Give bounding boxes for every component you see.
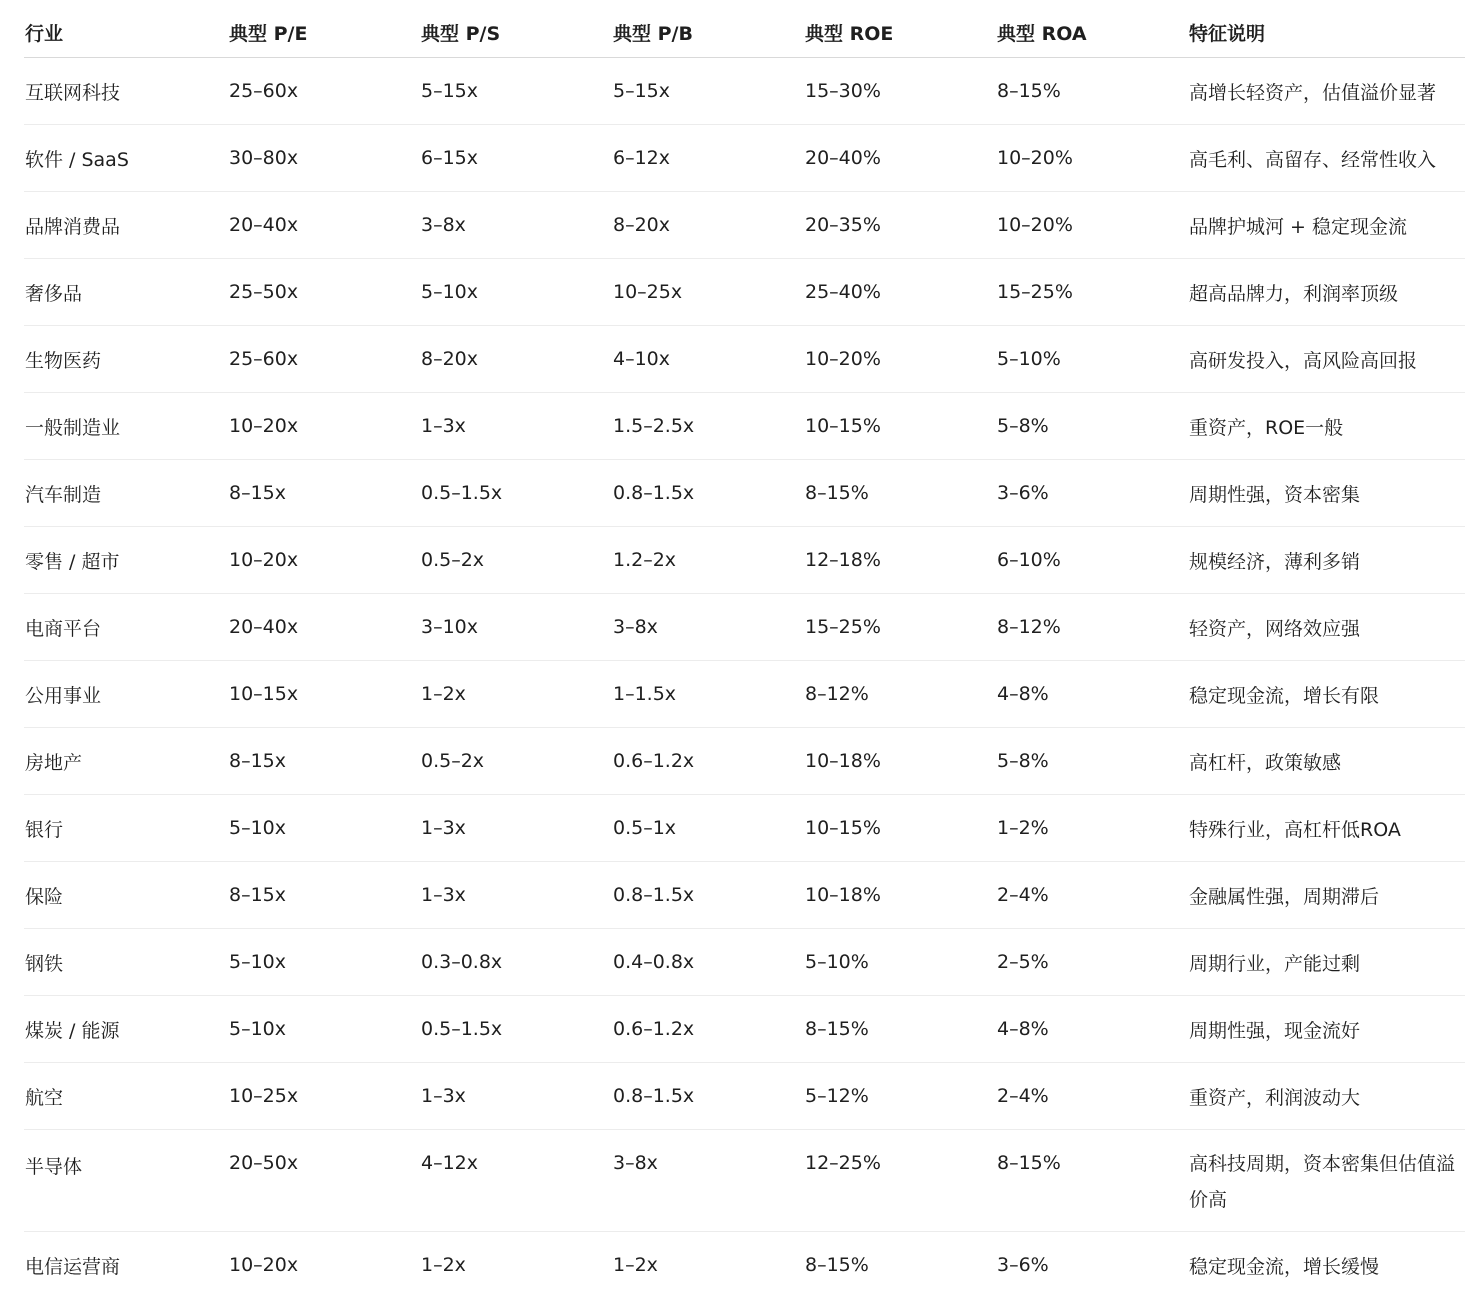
cell-roe: 8–15% — [805, 1254, 869, 1276]
cell-description: 超高品牌力，利润率顶级 — [1188, 259, 1465, 326]
table-row — [24, 1130, 1465, 1232]
cell-pe: 30–80x — [228, 125, 420, 192]
cell-pe: 10–20x — [228, 393, 420, 460]
cell-industry: 航空 — [24, 1063, 228, 1130]
cell-industry: 电信运营商 — [25, 1255, 121, 1278]
cell-industry: 银行 — [24, 795, 228, 862]
table-row — [24, 1232, 1465, 1299]
cell-roa: 5–10% — [996, 326, 1188, 393]
cell-industry: 互联网科技 — [24, 58, 228, 125]
cell-pe: 5–10x — [228, 795, 420, 862]
cell-ps: 0.3–0.8x — [420, 929, 612, 996]
cell-pb: 3–8x — [612, 594, 804, 661]
table-row — [24, 594, 1465, 661]
header-ps: 典型 P/S — [420, 8, 612, 58]
table-row — [24, 192, 1465, 259]
cell-description: 金融属性强，周期滞后 — [1188, 862, 1465, 929]
table-row — [24, 929, 1465, 996]
cell-ps: 5–10x — [420, 259, 612, 326]
table-row — [24, 326, 1465, 393]
cell-industry: 一般制造业 — [24, 393, 228, 460]
cell-roe: 15–25% — [804, 594, 996, 661]
cell-pb: 0.8–1.5x — [612, 1063, 804, 1130]
cell-roe: 10–18% — [804, 862, 996, 929]
cell-roa: 2–4% — [996, 862, 1188, 929]
cell-pe: 10–25x — [228, 1063, 420, 1130]
cell-roa: 2–5% — [996, 929, 1188, 996]
cell-roa: 5–8% — [996, 728, 1188, 795]
cell-industry: 公用事业 — [24, 661, 228, 728]
cell-pb: 0.6–1.2x — [612, 996, 804, 1063]
cell-roe: 12–18% — [804, 527, 996, 594]
cell-industry: 煤炭 / 能源 — [24, 996, 228, 1063]
cell-ps: 0.5–1.5x — [420, 460, 612, 527]
cell-ps: 0.5–2x — [420, 728, 612, 795]
cell-pb: 1.5–2.5x — [612, 393, 804, 460]
table-row — [24, 996, 1465, 1063]
cell-pb: 6–12x — [612, 125, 804, 192]
cell-roe: 10–20% — [804, 326, 996, 393]
cell-industry: 品牌消费品 — [24, 192, 228, 259]
cell-pe: 5–10x — [228, 929, 420, 996]
cell-pb: 0.5–1x — [612, 795, 804, 862]
table-row — [24, 862, 1465, 929]
cell-ps: 3–10x — [420, 594, 612, 661]
cell-description: 周期性强，现金流好 — [1188, 996, 1465, 1063]
cell-description: 重资产，利润波动大 — [1188, 1063, 1465, 1130]
table-row — [24, 58, 1465, 125]
cell-pe: 8–15x — [228, 460, 420, 527]
cell-pe: 5–10x — [228, 996, 420, 1063]
cell-roe: 5–12% — [804, 1063, 996, 1130]
cell-roe: 8–15% — [804, 996, 996, 1063]
cell-roa: 2–4% — [996, 1063, 1188, 1130]
cell-roa: 5–8% — [996, 393, 1188, 460]
table-row — [24, 1063, 1465, 1130]
industry-valuation-table-container — [24, 8, 1465, 1298]
cell-pe: 10–15x — [228, 661, 420, 728]
cell-ps: 3–8x — [420, 192, 612, 259]
cell-roa: 10–20% — [996, 192, 1188, 259]
cell-description: 特殊行业，高杠杆低ROA — [1188, 795, 1465, 862]
cell-pe: 8–15x — [228, 862, 420, 929]
table-row — [24, 795, 1465, 862]
cell-industry: 半导体 — [24, 1130, 228, 1232]
cell-ps: 6–15x — [420, 125, 612, 192]
cell-roa: 3–6% — [996, 460, 1188, 527]
cell-industry: 钢铁 — [24, 929, 228, 996]
cell-ps: 1–2x — [420, 661, 612, 728]
cell-ps: 0.5–1.5x — [420, 996, 612, 1063]
header-roa: 典型 ROA — [996, 8, 1188, 58]
cell-roe: 5–10% — [804, 929, 996, 996]
cell-roe: 20–40% — [804, 125, 996, 192]
cell-industry: 电商平台 — [24, 594, 228, 661]
cell-roa: 4–8% — [996, 661, 1188, 728]
cell-pe: 10–20x — [228, 527, 420, 594]
cell-description: 重资产，ROE一般 — [1188, 393, 1465, 460]
cell-pb: 1–1.5x — [612, 661, 804, 728]
cell-ps: 1–3x — [420, 393, 612, 460]
cell-industry: 生物医药 — [24, 326, 228, 393]
cell-pe: 20–50x — [228, 1130, 420, 1232]
table-row — [24, 259, 1465, 326]
cell-ps: 1–3x — [420, 1063, 612, 1130]
table-body — [24, 58, 1465, 1299]
cell-ps: 8–20x — [420, 326, 612, 393]
header-roe: 典型 ROE — [804, 8, 996, 58]
header-industry: 行业 — [24, 8, 228, 58]
cell-ps: 0.5–2x — [420, 527, 612, 594]
cell-description: 轻资产，网络效应强 — [1188, 594, 1465, 661]
cell-description: 周期行业，产能过剩 — [1188, 929, 1465, 996]
cell-ps: 5–15x — [420, 58, 612, 125]
cell-pe: 8–15x — [228, 728, 420, 795]
cell-roe: 15–30% — [804, 58, 996, 125]
cell-roa: 8–12% — [996, 594, 1188, 661]
cell-roa: 8–15% — [996, 1130, 1188, 1232]
cell-description: 品牌护城河 + 稳定现金流 — [1188, 192, 1465, 259]
cell-ps: 1–3x — [420, 795, 612, 862]
cell-description: 高研发投入，高风险高回报 — [1188, 326, 1465, 393]
cell-pe: 25–60x — [228, 326, 420, 393]
header-pe: 典型 P/E — [228, 8, 420, 58]
cell-pb: 8–20x — [612, 192, 804, 259]
cell-pb: 0.4–0.8x — [612, 929, 804, 996]
cell-roa: 10–20% — [996, 125, 1188, 192]
table-row — [24, 527, 1465, 594]
cell-roe: 25–40% — [804, 259, 996, 326]
cell-roa: 6–10% — [996, 527, 1188, 594]
table-row — [24, 393, 1465, 460]
cell-industry: 保险 — [24, 862, 228, 929]
cell-roe: 12–25% — [804, 1130, 996, 1232]
header-pb: 典型 P/B — [612, 8, 804, 58]
cell-pe: 25–60x — [228, 58, 420, 125]
cell-roa: 3–6% — [997, 1254, 1049, 1276]
cell-pb: 0.8–1.5x — [612, 460, 804, 527]
cell-roa: 1–2% — [996, 795, 1188, 862]
cell-description: 高杠杆，政策敏感 — [1188, 728, 1465, 795]
cell-industry: 房地产 — [24, 728, 228, 795]
cell-pb: 3–8x — [612, 1130, 804, 1232]
cell-pb: 5–15x — [612, 58, 804, 125]
table-row — [24, 125, 1465, 192]
cell-roe: 20–35% — [804, 192, 996, 259]
cell-pe: 20–40x — [228, 192, 420, 259]
cell-pb: 1–2x — [613, 1254, 658, 1276]
cell-description: 稳定现金流，增长有限 — [1188, 661, 1465, 728]
cell-industry: 软件 / SaaS — [24, 125, 228, 192]
cell-industry: 零售 / 超市 — [24, 527, 228, 594]
table-row — [24, 728, 1465, 795]
cell-roa: 4–8% — [996, 996, 1188, 1063]
cell-pb: 0.6–1.2x — [612, 728, 804, 795]
cell-pb: 1.2–2x — [612, 527, 804, 594]
table-header-row — [24, 8, 1465, 58]
cell-ps: 4–12x — [420, 1130, 612, 1232]
cell-pb: 4–10x — [612, 326, 804, 393]
cell-industry: 汽车制造 — [24, 460, 228, 527]
cell-description: 稳定现金流，增长缓慢 — [1189, 1255, 1380, 1278]
cell-pb: 0.8–1.5x — [612, 862, 804, 929]
cell-roa: 8–15% — [996, 58, 1188, 125]
cell-ps: 1–3x — [420, 862, 612, 929]
cell-description: 高增长轻资产，估值溢价显著 — [1188, 58, 1465, 125]
cell-roe: 10–15% — [804, 393, 996, 460]
table-row — [24, 661, 1465, 728]
cell-description: 高科技周期，资本密集但估值溢价高 — [1188, 1130, 1465, 1232]
industry-valuation-table — [24, 8, 1465, 1298]
cell-roe: 8–12% — [804, 661, 996, 728]
cell-pe: 25–50x — [228, 259, 420, 326]
cell-description: 规模经济，薄利多销 — [1188, 527, 1465, 594]
cell-pb: 10–25x — [612, 259, 804, 326]
cell-roe: 8–15% — [804, 460, 996, 527]
cell-roe: 10–18% — [804, 728, 996, 795]
cell-description: 高毛利、高留存、经常性收入 — [1188, 125, 1465, 192]
cell-pe: 10–20x — [229, 1254, 299, 1276]
table-row — [24, 460, 1465, 527]
cell-pe: 20–40x — [228, 594, 420, 661]
header-description: 特征说明 — [1188, 8, 1465, 58]
cell-roa: 15–25% — [996, 259, 1188, 326]
cell-ps: 1–2x — [421, 1254, 466, 1276]
cell-roe: 10–15% — [804, 795, 996, 862]
cell-description: 周期性强，资本密集 — [1188, 460, 1465, 527]
cell-industry: 奢侈品 — [24, 259, 228, 326]
